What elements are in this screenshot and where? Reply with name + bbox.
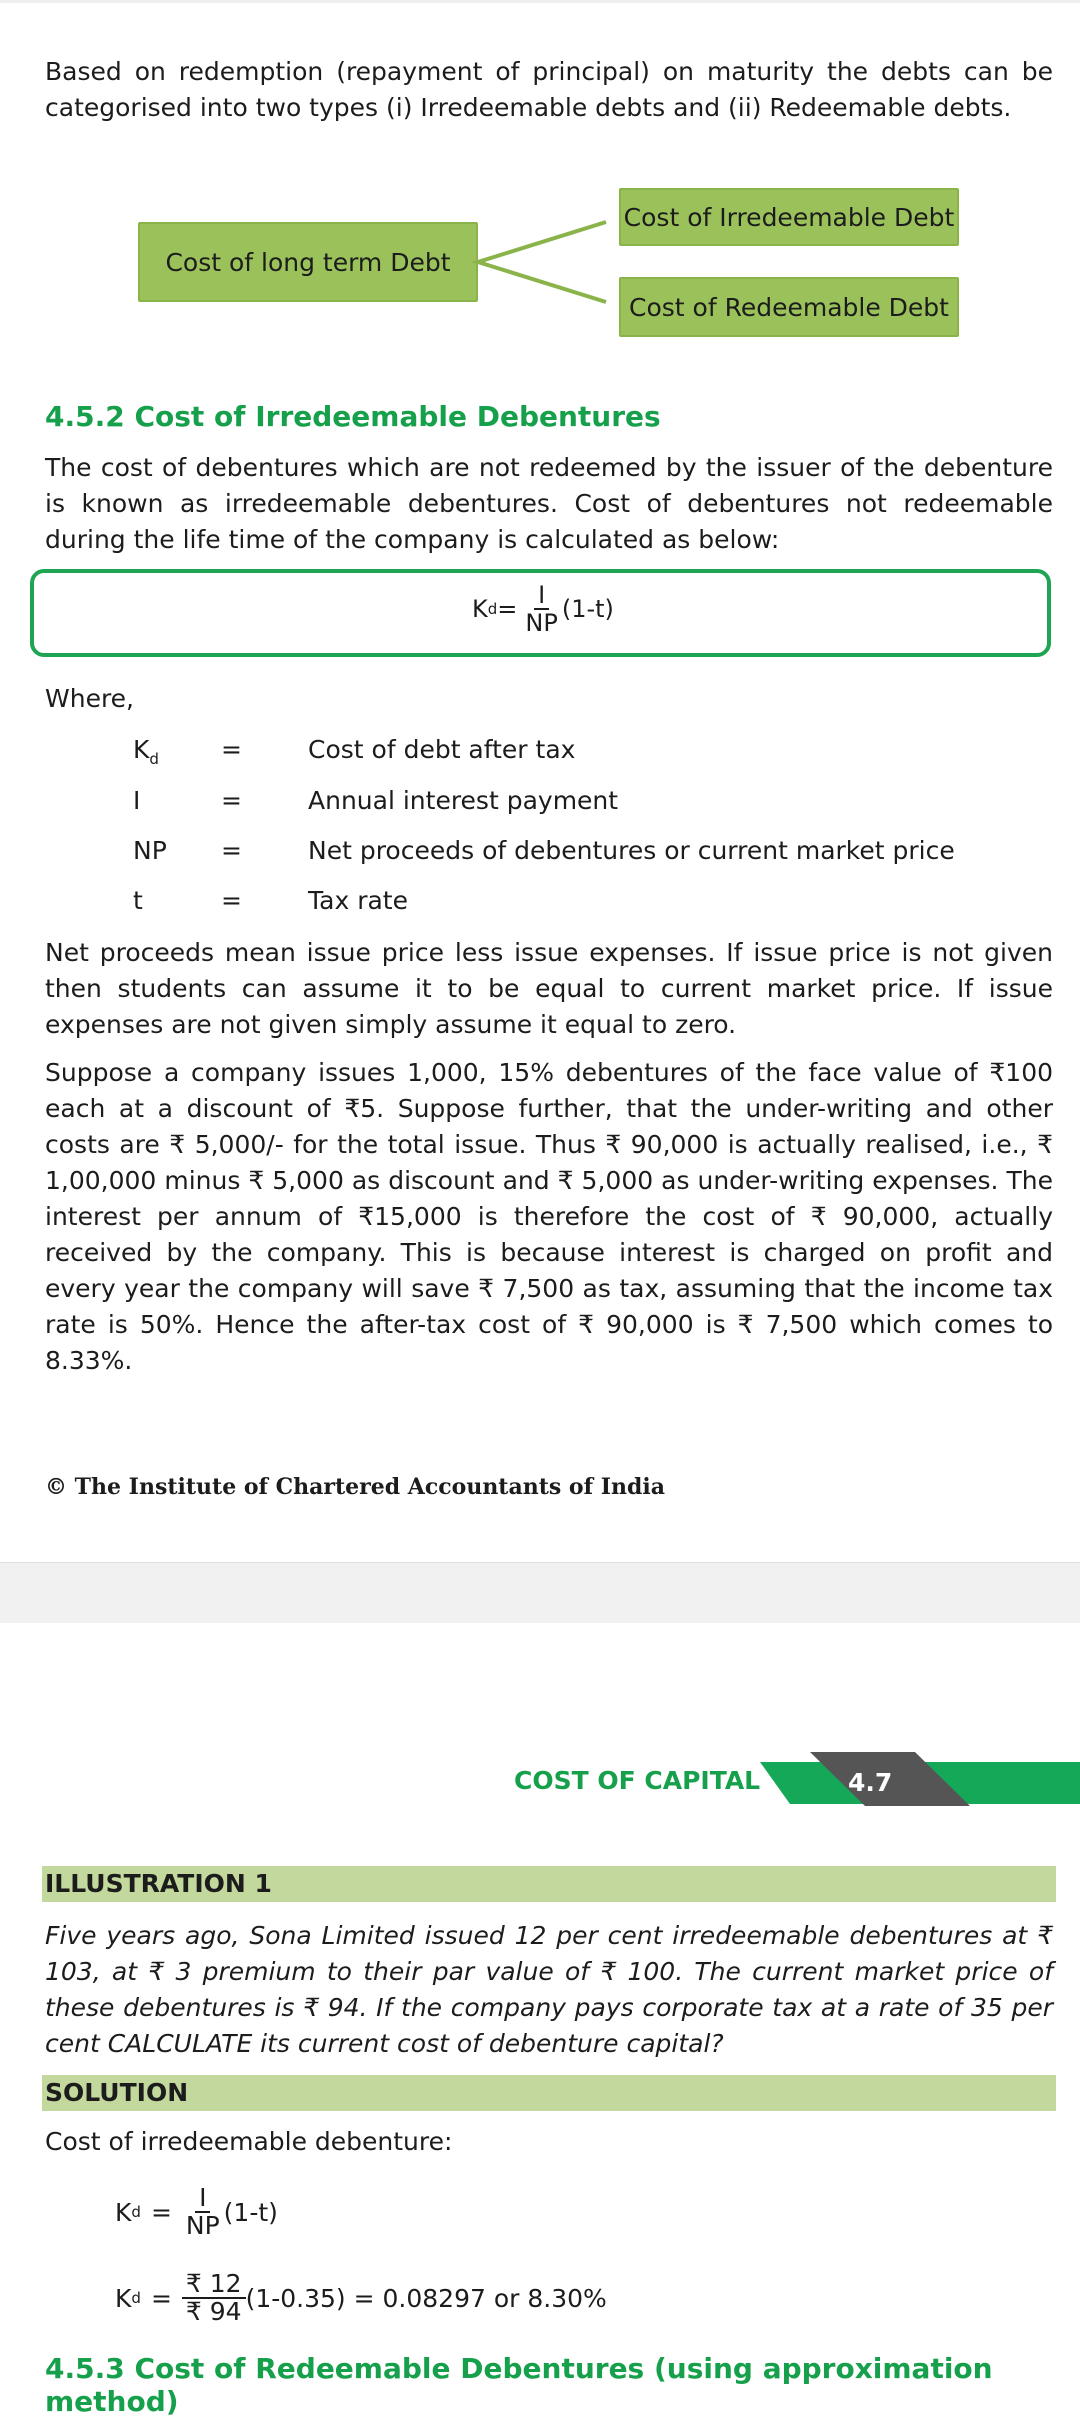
where-row-equals: = xyxy=(221,836,242,865)
footer-copyright: © The Institute of Chartered Accountants of India xyxy=(45,1474,666,1500)
diagram-branch-bottom-box xyxy=(619,277,959,337)
top-edge xyxy=(0,0,1080,3)
section-heading-453: 4.5.3 Cost of Redeemable Debentures (using approximation method) xyxy=(45,2352,993,2418)
where-row-symbol: I xyxy=(133,786,141,815)
illustration-text: Five years ago, Sona Limited issued 12 per cent irredeemable debentures at ₹ 103, at ₹ 3 premium to their par value of ₹ 100. The current market price of these debentures is ₹ 94. If the company pays corporate tax at a rate of 35 per cent CALCULATE its current cost of debenture capital? xyxy=(45,1921,1053,2058)
solution-intro: Cost of irredeemable debenture: xyxy=(45,2127,453,2156)
net-proceeds-paragraph: Net proceeds mean issue price less issue expenses. If issue price is not given then students can assume it to be equal to current market price. If issue expenses are not given simply assume it equal to zero. xyxy=(45,938,1053,1039)
diagram-connector xyxy=(470,200,620,320)
page-header-ribbon xyxy=(755,1750,1080,1810)
page-header-title: COST OF CAPITAL xyxy=(514,1766,761,1795)
diagram-root-box xyxy=(138,222,478,302)
formula-lhs: K xyxy=(472,595,488,623)
where-row-description: Annual interest payment xyxy=(308,786,619,815)
solution-formula-1-fraction: $\frac{I}{NP}$ xyxy=(185,2183,220,2240)
where-row-symbol: $K_d$ xyxy=(133,735,159,768)
page-separator xyxy=(0,1562,1080,1623)
formula-numerator: I xyxy=(534,582,549,610)
where-row-equals: = xyxy=(221,735,242,764)
where-label: Where, xyxy=(45,684,135,713)
where-row-symbol: NP xyxy=(133,836,167,865)
diagram-branch-bottom-label: Cost of Redeemable Debt xyxy=(629,292,949,322)
solution-formula-2: K d = $\frac{₹ 12}{₹ 94}$ (1-0.35) = 0.08297 or 8.30% xyxy=(115,2269,607,2326)
formula-lhs-sub: d xyxy=(487,600,498,618)
page-number: 4.7 xyxy=(848,1768,893,1797)
solution-formula-2-fraction: $\frac{₹ 12}{₹ 94}$ xyxy=(182,2271,246,2325)
formula-main xyxy=(472,572,614,646)
where-row-description: Net proceeds of debentures or current market price xyxy=(308,836,955,865)
where-row-equals: = xyxy=(221,786,242,815)
solution-formula-1: K d = $\frac{I}{NP}$ (1-t) xyxy=(115,2183,278,2240)
solution-band xyxy=(42,2075,1056,2111)
formula-eq: = xyxy=(497,595,518,623)
illustration-band xyxy=(42,1866,1056,1902)
where-row-symbol: t xyxy=(133,886,143,915)
diagram-root-label: Cost of long term Debt xyxy=(165,247,451,277)
where-row-description: Cost of debt after tax xyxy=(308,735,576,764)
diagram-branch-top-label: Cost of Irredeemable Debt xyxy=(623,202,955,232)
section-452-paragraph: The cost of debentures which are not redeemed by the issuer of the debenture is known as irredeemable debentures. Cost of debentures not redeemable during the life time of the company is calculated as below: xyxy=(45,453,1053,554)
formula-fraction xyxy=(521,582,561,636)
intro-paragraph: Based on redemption (repayment of principal) on maturity the debts can be categorised into two types (i) Irredeemable debts and (ii) Redeemable debts. xyxy=(45,57,1053,122)
solution-label: SOLUTION xyxy=(45,2078,189,2107)
formula-denominator: NP xyxy=(525,609,558,637)
section-heading-452: 4.5.2 Cost of Irredeemable Debentures xyxy=(45,400,661,433)
example-paragraph: Suppose a company issues 1,000, 15% debentures of the face value of ₹100 each at a discount of ₹5. Suppose further, that the under-writing and other costs are ₹ 5,000/- for the total issue. Thus ₹ 90,000 is actually realised, i.e., ₹ 1,00,000 minus ₹ 5,000 as discount and ₹ 5,000 as under-writing expenses. The interest per annum of ₹15,000 is therefore the cost of ₹ 90,000, actually received by the company. This is because interest is charged on profit and every year the company will save ₹ 7,500 as tax, assuming that the income tax rate is 50%. Hence the after-tax cost of ₹ 90,000 is ₹ 7,500 which comes to 8.33%. xyxy=(45,1058,1053,1375)
formula-tail: (1-t) xyxy=(561,595,614,623)
where-row-equals: = xyxy=(221,886,242,915)
where-row-description: Tax rate xyxy=(308,886,408,915)
illustration-label: ILLUSTRATION 1 xyxy=(45,1869,272,1898)
diagram-branch-top-box xyxy=(619,188,959,246)
